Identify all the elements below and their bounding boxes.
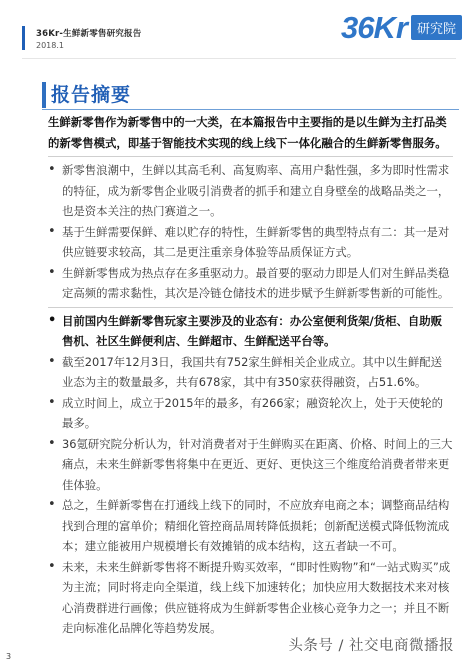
summary-body — [48, 112, 453, 639]
bullet-text: 总之，生鲜新零售在打通线上线下的同时，不应放弃电商之本；调整商品结构找到合理的富单价；精细化管控商品周转降低损耗；创新配送模式降低物流成本；建立能被用户规模增长有效摊销的成本结构，这五者缺一不可。 — [62, 498, 450, 553]
brand-logo — [341, 12, 462, 43]
summary-lead: 生鲜新零售作为新零售中的一大类，在本篇报告中主要指的是以生鲜为主打品类的新零售模式，即基于智能技术实现的线上线下一体化融合的生鲜新零售服务。 — [48, 115, 447, 150]
bullet-text: 目前国内生鲜新零售玩家主要涉及的业态有：办公室便利货架/货柜、自助贩售机、社区生鲜便利店、生鲜超市、生鲜配送平台等。 — [62, 313, 443, 348]
bullet-text: 生鲜新零售成为热点存在多重驱动力。最首要的驱动力即是人们对生鲜品类稳定高频的需求黏性，其次是冷链仓储技术的进步赋予生鲜新零售新的可能性。 — [62, 265, 450, 300]
brand-logo-tag: 研究院 — [411, 15, 462, 40]
bullet-icon: • — [48, 264, 56, 280]
bullet-item — [48, 160, 453, 222]
bullet-icon: • — [48, 312, 57, 328]
bullet-text: 未来，未来生鲜新零售将不断提升购买效率，“即时性购物”和“一站式购买”成为主流；同时将走向全渠道，线上线下加速转化；加快应用大数据技术来对核心消费群进行画像；供应链将成为生鲜新零售企业核心竞争力之一；并且不断走向标准化品牌化等趋势发展。 — [62, 559, 451, 635]
watermark: 头条号 / 社交电商微播报 — [288, 634, 454, 655]
bullet-item — [48, 222, 453, 263]
bullet-text: 36氪研究院分析认为，针对消费者对于生鲜购买在距离、价格、时间上的三大痛点，未来生鲜新零售将集中在更近、更好、更快这三个维度给消费者带来更佳体验。 — [62, 436, 453, 492]
bullet-icon: • — [48, 497, 56, 512]
page-number: 3 — [6, 652, 12, 661]
bullet-icon: • — [48, 223, 56, 239]
section-title: 报告摘要 — [51, 84, 132, 106]
summary-divider — [48, 307, 453, 308]
bullet-text: 新零售浪潮中，生鲜以其高毛利、高复购率、高用户黏性强，多为即时性需求的特征，成为新零售企业吸引消费者的抓手和建立自身壁垒的战略品类之一，也是资本关注的热门赛道之一。 — [62, 163, 450, 218]
section-header — [42, 82, 459, 110]
summary-divider — [48, 156, 453, 157]
header-divider — [22, 58, 456, 59]
report-date: 2018.1 — [36, 41, 64, 50]
bullet-item — [48, 352, 453, 393]
bullet-item — [48, 263, 453, 304]
bullet-icon: • — [48, 353, 56, 369]
bullet-item — [48, 434, 453, 496]
bullet-item — [48, 311, 453, 352]
bullet-icon: • — [48, 162, 56, 177]
bullet-icon: • — [48, 435, 56, 451]
bullet-text: 成立时间上，成立于2015年的最多，有266家；融资轮次上，处于天使轮的最多。 — [62, 395, 444, 430]
section-underline — [42, 109, 459, 110]
header-accent-bar — [22, 26, 25, 50]
bullet-item — [48, 495, 453, 557]
bullet-text: 截至2017年12月3日，我国共有752家生鲜相关企业成立。其中以生鲜配送业态为主的数量最多，共有678家，其中有350家获得融资，占51.6%。 — [62, 354, 443, 389]
bullet-text: 基于生鲜需要保鲜、难以贮存的特性，生鲜新零售的典型特点有二：其一是对供应链要求较高，其二是更注重亲身体验等品质保证方式。 — [62, 224, 450, 259]
bullet-icon: • — [48, 394, 56, 410]
bullet-icon: • — [48, 558, 56, 574]
brand-logo-kr: Kr — [373, 10, 408, 45]
brand-logo-36: 36 — [341, 10, 374, 45]
bullet-item — [48, 557, 453, 639]
report-title: 36Kr-生鲜新零售研究报告 — [36, 29, 142, 39]
section-accent-bar — [42, 82, 46, 108]
bullet-item — [48, 393, 453, 434]
